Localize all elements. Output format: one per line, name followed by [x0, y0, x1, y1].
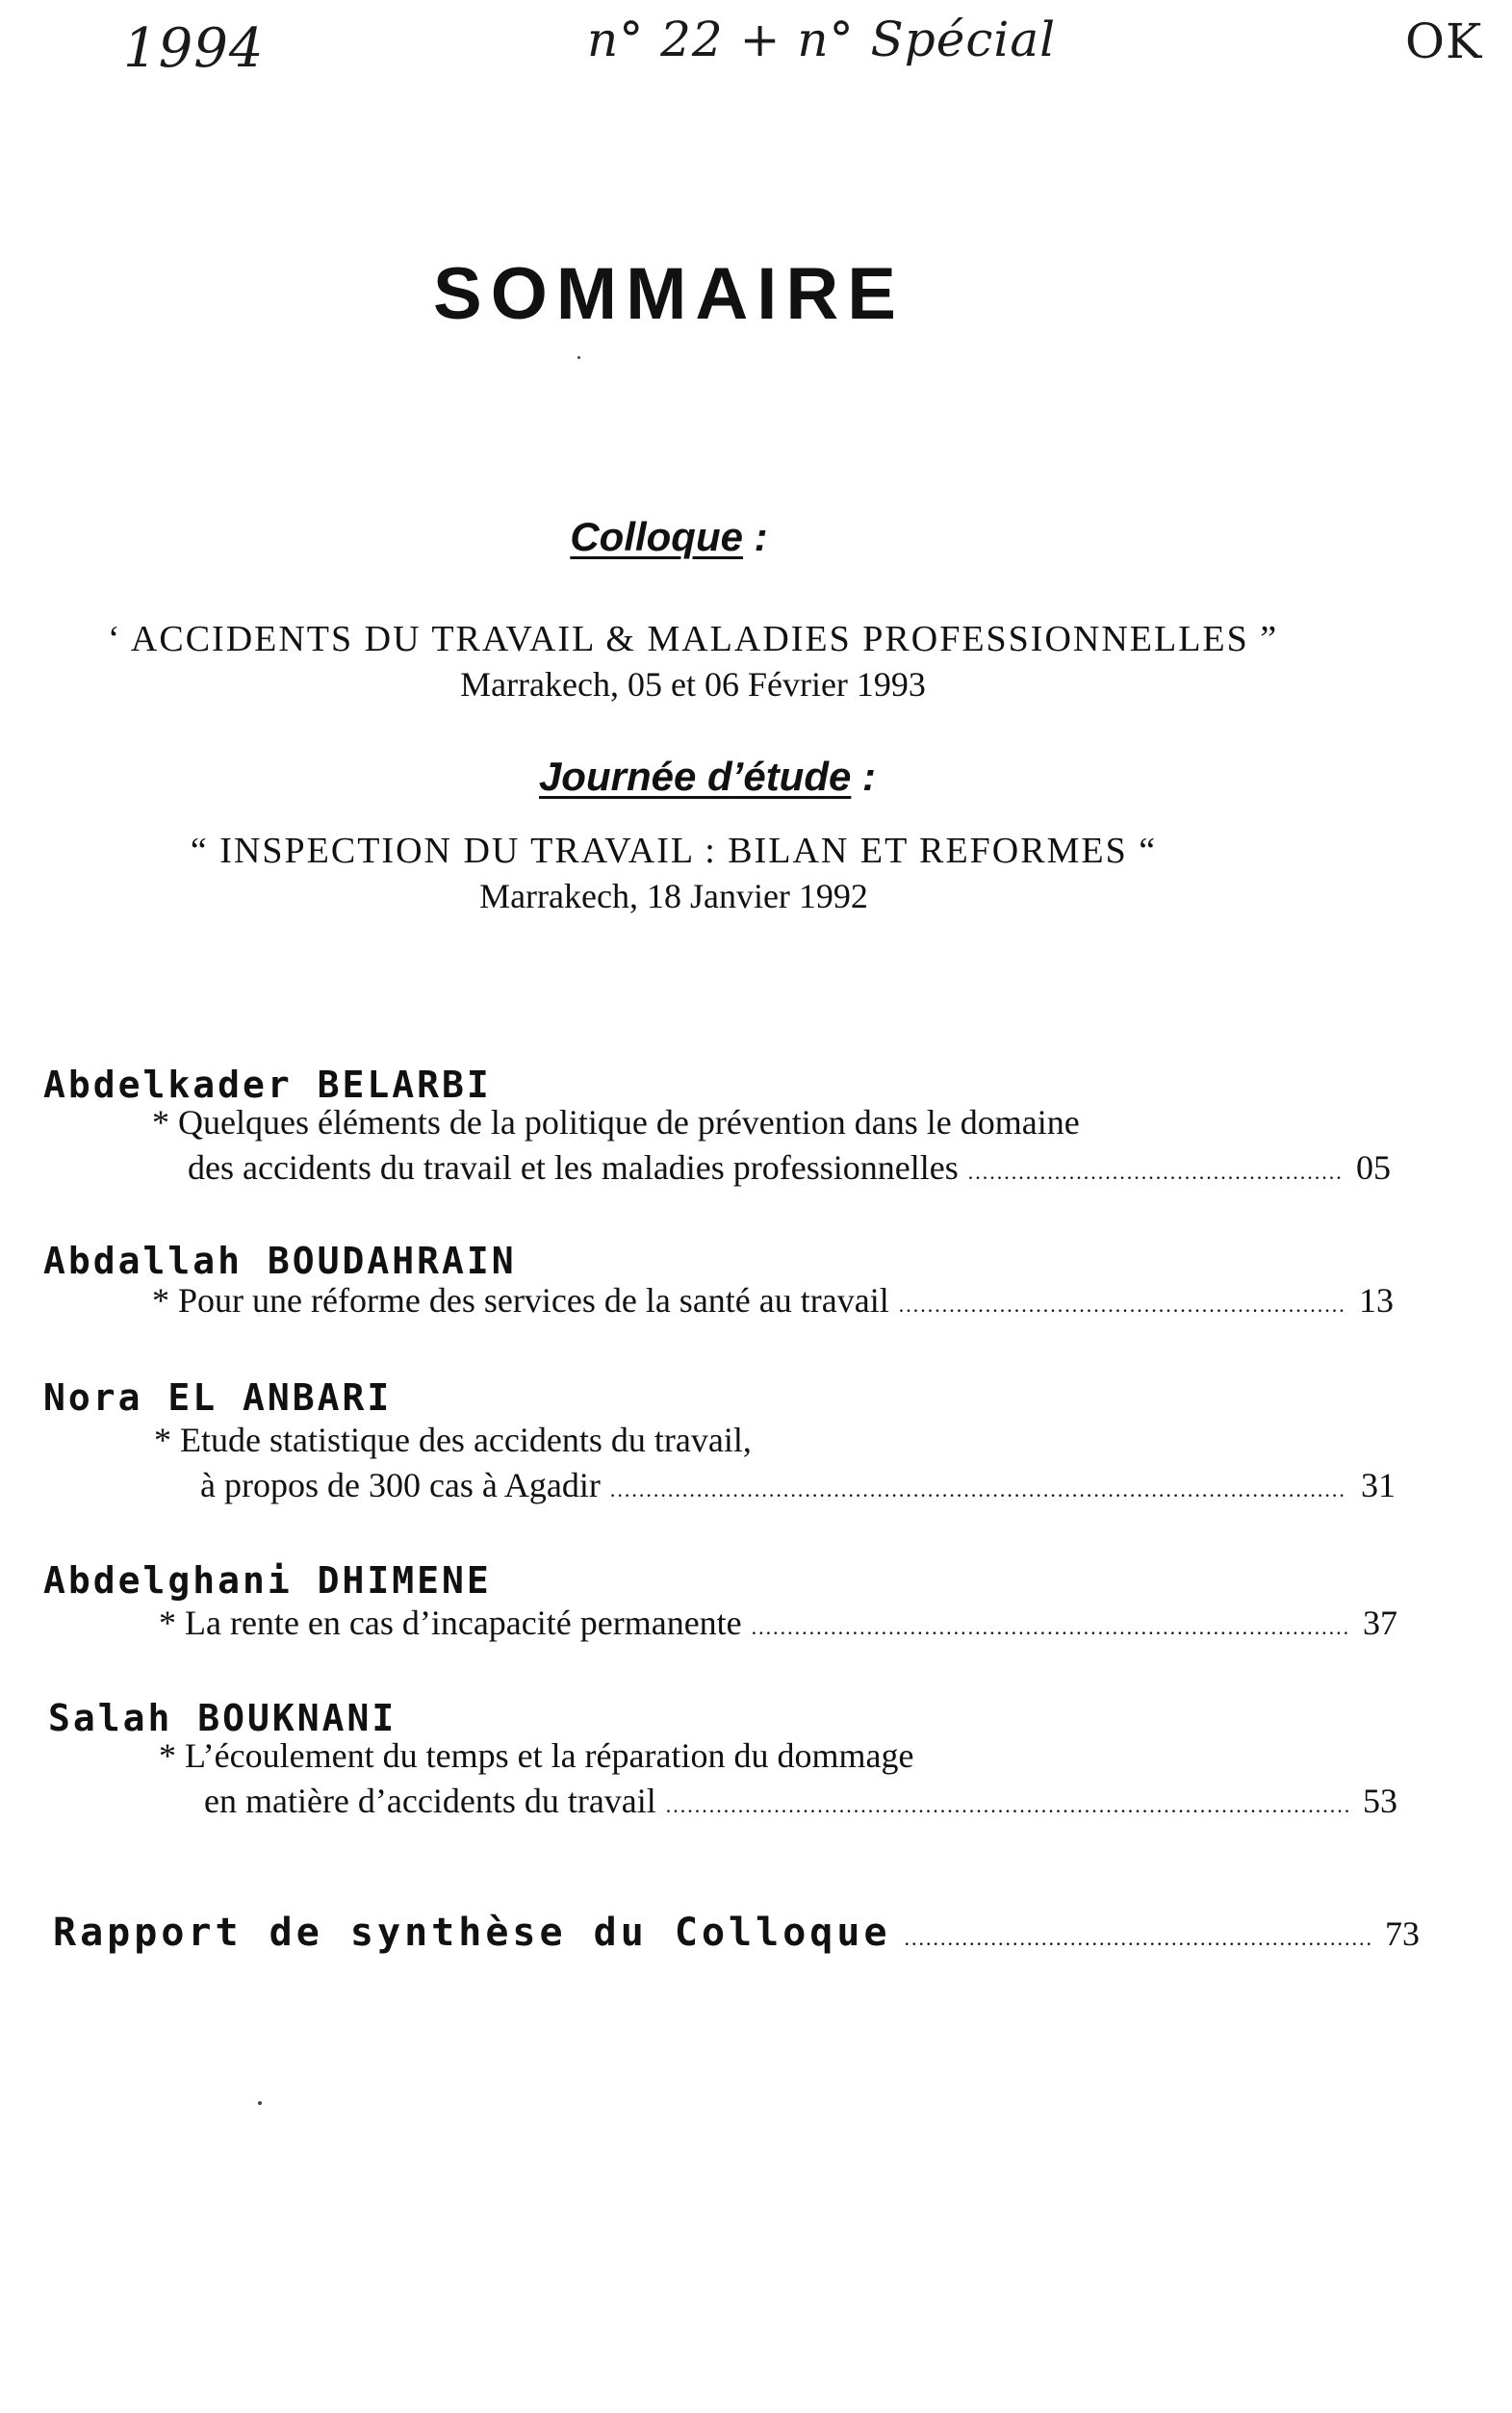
entry-title-line: à propos de 300 cas à Agadir — [200, 1466, 601, 1504]
journee-heading — [38, 754, 1376, 800]
rapport-label: Rapport de synthèse du Colloque — [53, 1911, 891, 1955]
colloque-heading-text: Colloque — [570, 514, 743, 559]
toc-row — [188, 1147, 1391, 1188]
entry-author: Salah BOUKNANI — [48, 1697, 397, 1739]
page-number: 37 — [1363, 1604, 1397, 1642]
page-number: 31 — [1361, 1466, 1396, 1504]
journee-heading-colon: : — [862, 754, 877, 799]
handwritten-issue-note: n° 22 + n° Spécial — [587, 12, 1057, 67]
entry-author: Abdallah BOUDAHRAIN — [43, 1240, 517, 1282]
handwritten-ok-mark: OK — [1405, 13, 1483, 69]
entry-title-line: en matière d’accidents du travail — [204, 1782, 656, 1820]
toc-row — [152, 1280, 1394, 1321]
leader-dots — [666, 1793, 1349, 1818]
rapport-row — [53, 1911, 1420, 1955]
journee-title: “ INSPECTION DU TRAVAIL : BILAN ET REFORMES “ — [190, 831, 1158, 871]
entry-author: Abdelghani DHIMENE — [43, 1559, 492, 1602]
colloque-heading-colon: : — [754, 514, 768, 559]
journee-place-date: Marrakech, 18 Janvier 1992 — [479, 877, 868, 915]
leader-dots — [610, 1477, 1347, 1502]
entry-title-line: des accidents du travail et les maladies professionnelles — [188, 1148, 959, 1187]
toc-row — [204, 1781, 1397, 1821]
page-number: 73 — [1385, 1914, 1420, 1953]
journee-heading-text: Journée d’étude — [538, 754, 852, 799]
scan-speck — [577, 356, 580, 359]
page-number: 53 — [1363, 1782, 1397, 1820]
scan-speck — [258, 2101, 262, 2105]
toc-row — [200, 1465, 1396, 1505]
entry-title-line: * Quelques éléments de la politique de prévention dans le domaine — [152, 1103, 1080, 1142]
entry-title-line: * La rente en cas d’incapacité permanente — [159, 1604, 742, 1642]
entry-title-line: * L’écoulement du temps et la réparation du dommage — [159, 1736, 914, 1775]
handwritten-year: 1994 — [123, 17, 265, 80]
leader-dots — [905, 1926, 1371, 1951]
entry-author: Nora EL ANBARI — [43, 1376, 393, 1419]
page-number: 05 — [1356, 1148, 1391, 1187]
colloque-title: ‘ ACCIDENTS DU TRAVAIL & MALADIES PROFESSIONNELLES ” — [107, 619, 1279, 659]
page-title: SOMMAIRE — [433, 253, 905, 335]
leader-dots — [899, 1293, 1345, 1318]
colloque-heading — [0, 514, 1338, 560]
entry-title-line: * Etude statistique des accidents du travail, — [154, 1421, 752, 1459]
toc-row — [159, 1603, 1397, 1643]
leader-dots — [752, 1615, 1349, 1640]
page-number: 13 — [1359, 1281, 1394, 1320]
colloque-place-date: Marrakech, 05 et 06 Février 1993 — [460, 665, 926, 704]
entry-author: Abdelkader BELARBI — [43, 1064, 492, 1106]
leader-dots — [968, 1160, 1343, 1185]
entry-title-line: * Pour une réforme des services de la santé au travail — [152, 1281, 889, 1320]
